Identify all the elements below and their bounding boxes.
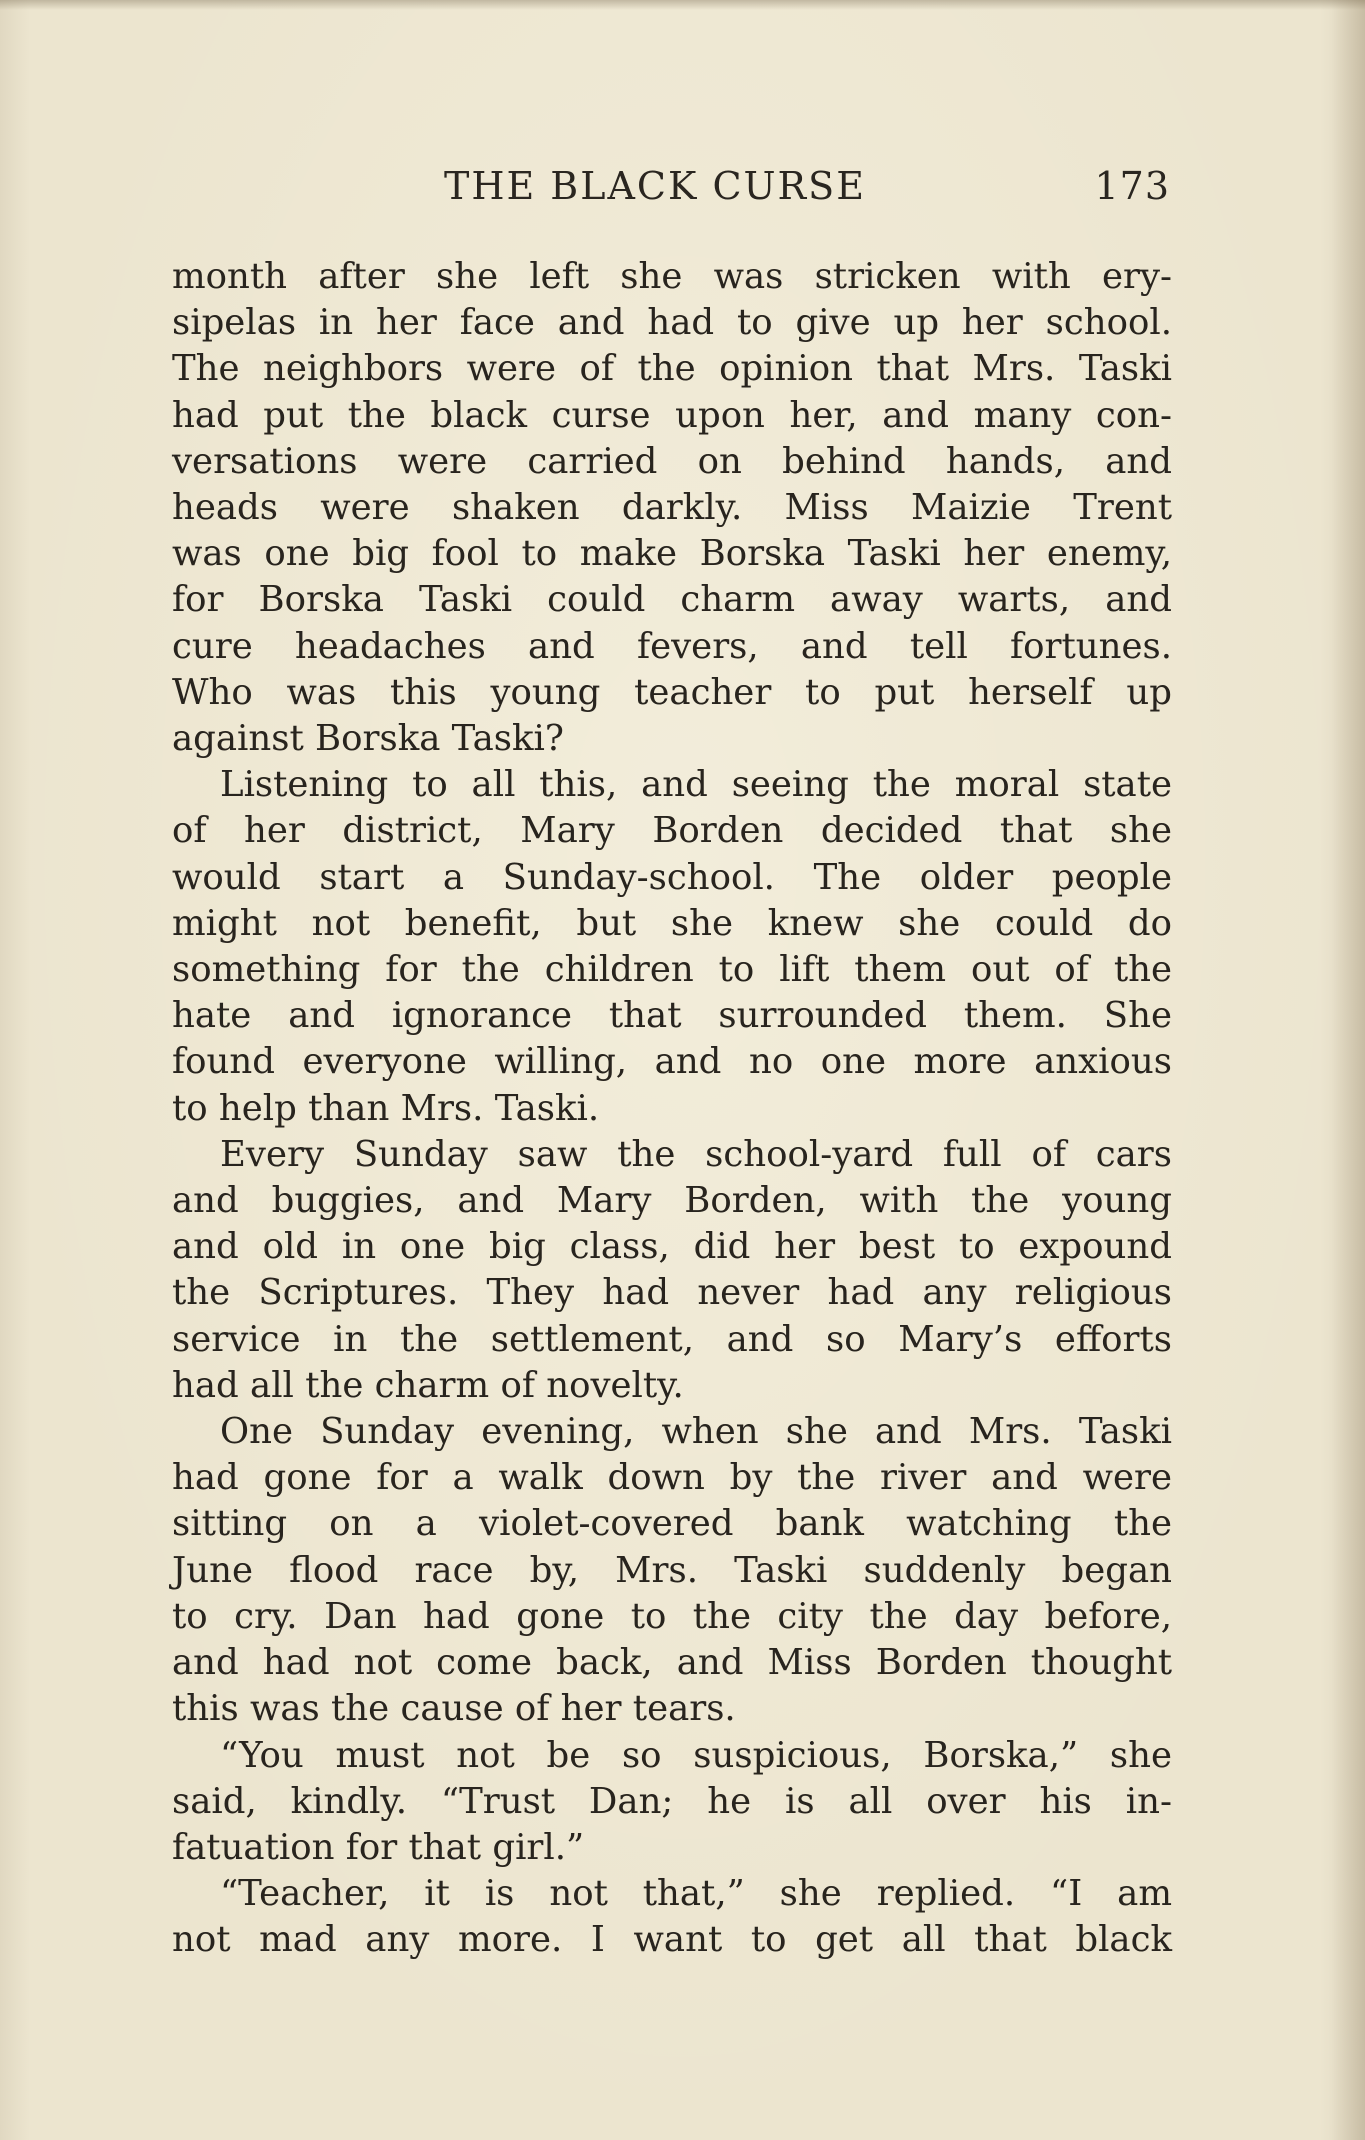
paragraph	[172, 1871, 1172, 1963]
text-line: month after she left she was stricken with ery-	[172, 256, 1172, 297]
text-line: was one big fool to make Borska Taski her enemy,	[172, 533, 1172, 575]
text-line: and buggies, and Mary Borden, with the young	[172, 1180, 1172, 1222]
text-line: hate and ignorance that surrounded them. She	[172, 995, 1172, 1037]
page-right-edge	[1331, 0, 1365, 2140]
text-line: Every Sunday saw the school-yard full of cars	[220, 1133, 1172, 1175]
text-line: found everyone willing, and no one more anxious	[172, 1041, 1172, 1083]
text-line: cure headaches and fevers, and tell fortunes.	[172, 625, 1172, 667]
paragraph	[172, 1409, 1172, 1732]
text-line: might not benefit, but she knew she could do	[172, 902, 1172, 944]
text-line: the Scriptures. They had never had any religious	[172, 1272, 1172, 1314]
text-line: to help than Mrs. Taski.	[172, 1087, 600, 1129]
text-line: something for the children to lift them out of the	[172, 949, 1172, 991]
text-line: One Sunday evening, when she and Mrs. Taski	[220, 1411, 1172, 1453]
text-line: of her district, Mary Borden decided that she	[172, 810, 1172, 852]
text-line: had put the black curse upon her, and many con-	[172, 394, 1172, 436]
text-line: service in the settlement, and so Mary’s efforts	[172, 1318, 1172, 1360]
text-line: would start a Sunday-school. The older people	[172, 856, 1172, 898]
paragraph	[172, 1132, 1172, 1409]
paragraph	[172, 762, 1172, 1132]
text-line: to cry. Dan had gone to the city the day before,	[172, 1595, 1172, 1637]
text-line: The neighbors were of the opinion that Mrs. Taski	[172, 348, 1172, 390]
text-line: sipelas in her face and had to give up her school.	[172, 302, 1172, 344]
text-line: heads were shaken darkly. Miss Maizie Trent	[172, 487, 1172, 529]
text-line: sitting on a violet-covered bank watching the	[172, 1503, 1172, 1545]
paragraph	[172, 254, 1172, 762]
page-top-edge	[0, 0, 1365, 10]
body-text	[172, 254, 1172, 1964]
text-line: not mad any more. I want to get all that black	[172, 1919, 1172, 1961]
paragraph	[172, 1733, 1172, 1872]
text-line: versations were carried on behind hands, and	[172, 440, 1172, 482]
text-line: this was the cause of her tears.	[172, 1688, 736, 1730]
text-line: against Borska Taski?	[172, 718, 564, 760]
text-line: “Teacher, it is not that,” she replied. “I am	[220, 1873, 1172, 1915]
page-number: 173	[1094, 164, 1170, 208]
text-line: had all the charm of novelty.	[172, 1364, 684, 1406]
text-line: June flood race by, Mrs. Taski suddenly began	[172, 1549, 1172, 1591]
text-line: and old in one big class, did her best to expound	[172, 1226, 1172, 1268]
text-line: “You must not be so suspicious, Borska,” she	[220, 1734, 1172, 1776]
text-line: had gone for a walk down by the river and were	[172, 1457, 1172, 1499]
running-head-title: THE BLACK CURSE	[444, 164, 866, 208]
running-head	[170, 158, 1170, 214]
text-line: and had not come back, and Miss Borden thought	[172, 1642, 1172, 1684]
text-line: said, kindly. “Trust Dan; he is all over his in-	[172, 1780, 1172, 1822]
text-line: fatuation for that girl.”	[172, 1826, 585, 1868]
text-line: Listening to all this, and seeing the moral state	[220, 764, 1172, 806]
text-line: Who was this young teacher to put herself up	[172, 671, 1172, 713]
text-line: for Borska Taski could charm away warts, and	[172, 579, 1172, 621]
